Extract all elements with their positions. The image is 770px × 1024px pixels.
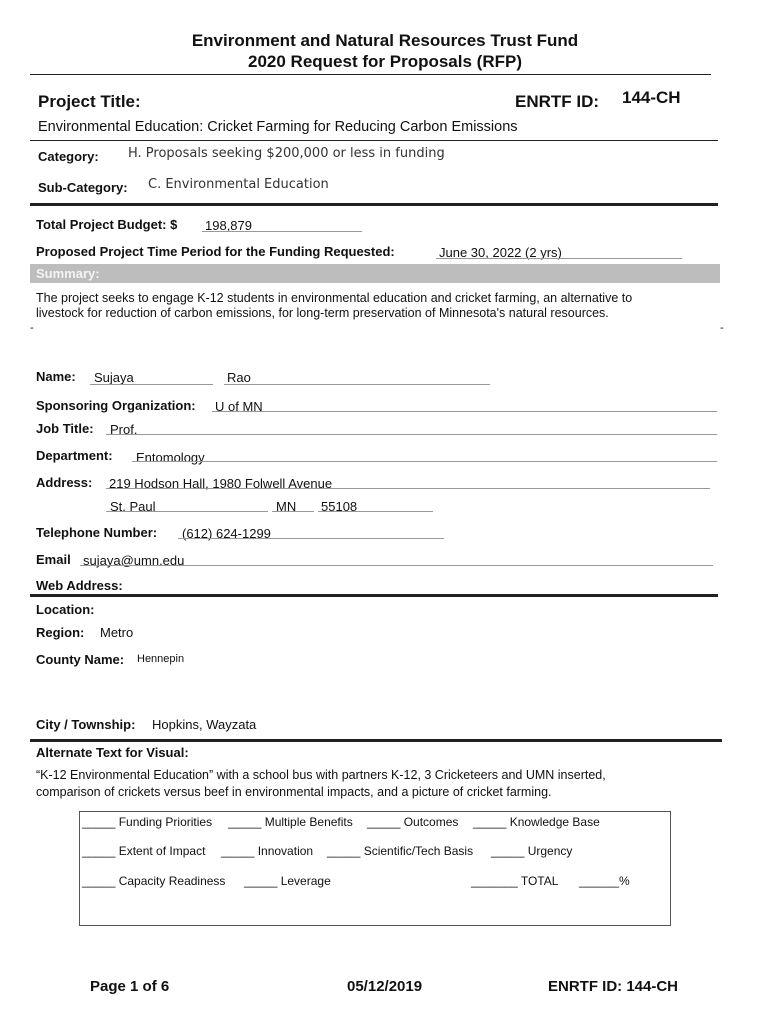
department-underline: [132, 461, 717, 462]
document-title-line1: Environment and Natural Resources Trust Fund: [191, 31, 579, 50]
city-value: St. Paul: [110, 499, 156, 514]
category-divider: [30, 203, 718, 206]
name-label: Name:: [36, 369, 76, 384]
sponsoring-org-underline: [212, 411, 717, 412]
county-value: Hennepin: [137, 653, 185, 665]
department-label: Department:: [36, 448, 113, 463]
criterion-percent: ______%: [579, 874, 630, 888]
project-title-value: Environmental Education: Cricket Farming for Reducing Carbon Emissions: [38, 119, 518, 135]
criterion-extent-of-impact: _____ Extent of Impact: [82, 844, 206, 858]
sponsoring-org-label: Sponsoring Organization:: [36, 398, 196, 413]
city-township-value: Hopkins, Wayzata: [152, 717, 257, 732]
budget-value: 198,879: [205, 218, 252, 233]
email-underline: [80, 565, 713, 566]
criterion-leverage: _____ Leverage: [244, 874, 331, 888]
telephone-underline: [178, 538, 444, 539]
city-underline: [106, 511, 268, 512]
web-address-label: Web Address:: [36, 578, 123, 593]
period-value: June 30, 2022 (2 yrs): [439, 245, 562, 260]
enrtf-id-label: ENRTF ID:: [515, 92, 600, 111]
email-value: sujaya@umn.edu: [83, 553, 185, 568]
last-name-value: Rao: [227, 370, 251, 385]
budget-label: Total Project Budget: $: [36, 217, 178, 232]
footer-enrtf-id: ENRTF ID: 144-CH: [548, 978, 679, 995]
header-divider: [30, 74, 711, 75]
title-divider: [30, 140, 718, 141]
subcategory-value: C. Environmental Education: [148, 177, 329, 192]
location-label: Location:: [36, 602, 95, 617]
criterion-funding-priorities: _____ Funding Priorities: [82, 815, 213, 829]
county-label: County Name:: [36, 652, 125, 667]
city-township-label: City / Township:: [36, 717, 136, 732]
criterion-total: _______ TOTAL: [471, 874, 559, 888]
summary-dash-right: -: [720, 322, 724, 334]
document-title-line2: 2020 Request for Proposals (RFP): [248, 52, 522, 71]
location-divider: [30, 739, 722, 742]
footer-page-number: Page 1 of 6: [90, 978, 170, 995]
summary-label: Summary:: [36, 266, 100, 281]
department-value: Entomology: [136, 450, 205, 465]
first-name-underline: [90, 384, 213, 385]
job-title-underline: [106, 434, 717, 435]
period-underline: [436, 258, 682, 259]
criterion-scientific-tech-basis: _____ Scientific/Tech Basis: [327, 844, 474, 858]
summary-line1: The project seeks to engage K-12 students in environmental education and cricket farming, an alternative to: [36, 291, 633, 305]
region-value: Metro: [100, 625, 134, 640]
project-title-label: Project Title:: [38, 92, 141, 111]
budget-underline: [202, 231, 362, 232]
alt-text-label: Alternate Text for Visual:: [36, 745, 189, 760]
address-line-underline: [106, 488, 710, 489]
contact-divider: [30, 594, 718, 597]
footer-date: 05/12/2019: [347, 978, 423, 995]
last-name-underline: [224, 384, 490, 385]
zip-underline: [318, 511, 433, 512]
alt-text-line2: comparison of crickets versus beef in environmental impacts, and a picture of cricket farming.: [36, 785, 552, 799]
alt-text-line1: “K-12 Environmental Education” with a school bus with partners K-12, 3 Cricketeers and UMN inserted,: [36, 768, 606, 782]
summary-line2: livestock for reduction of carbon emissions, for long-term preservation of Minnesota's natural resources.: [36, 306, 609, 320]
sponsoring-org-value: U of MN: [215, 399, 263, 414]
criterion-knowledge-base: _____ Knowledge Base: [473, 815, 600, 829]
criterion-innovation: _____ Innovation: [221, 844, 314, 858]
zip-value: 55108: [321, 499, 358, 514]
enrtf-id-value: 144-CH: [622, 88, 681, 107]
telephone-label: Telephone Number:: [36, 525, 158, 540]
email-label: Email: [36, 552, 71, 567]
address-line-value: 219 Hodson Hall, 1980 Folwell Avenue: [109, 476, 333, 491]
criterion-multiple-benefits: _____ Multiple Benefits: [228, 815, 353, 829]
period-label: Proposed Project Time Period for the Funding Requested:: [36, 244, 395, 259]
summary-header-bar: [30, 264, 720, 283]
subcategory-label: Sub-Category:: [38, 180, 128, 195]
category-value: H. Proposals seeking $200,000 or less in funding: [128, 146, 445, 161]
state-value: MN: [276, 499, 297, 514]
state-underline: [272, 511, 314, 512]
telephone-value: (612) 624-1299: [182, 526, 271, 541]
first-name-value: Sujaya: [94, 370, 134, 385]
criterion-outcomes: _____ Outcomes: [367, 815, 459, 829]
address-label: Address:: [36, 475, 93, 490]
job-title-value: Prof.: [110, 422, 138, 437]
criterion-capacity-readiness: _____ Capacity Readiness: [82, 874, 226, 888]
criterion-urgency: _____ Urgency: [491, 844, 573, 858]
summary-dash-left: -: [30, 322, 34, 334]
job-title-label: Job Title:: [36, 421, 94, 436]
category-label: Category:: [38, 149, 99, 164]
region-label: Region:: [36, 625, 85, 640]
